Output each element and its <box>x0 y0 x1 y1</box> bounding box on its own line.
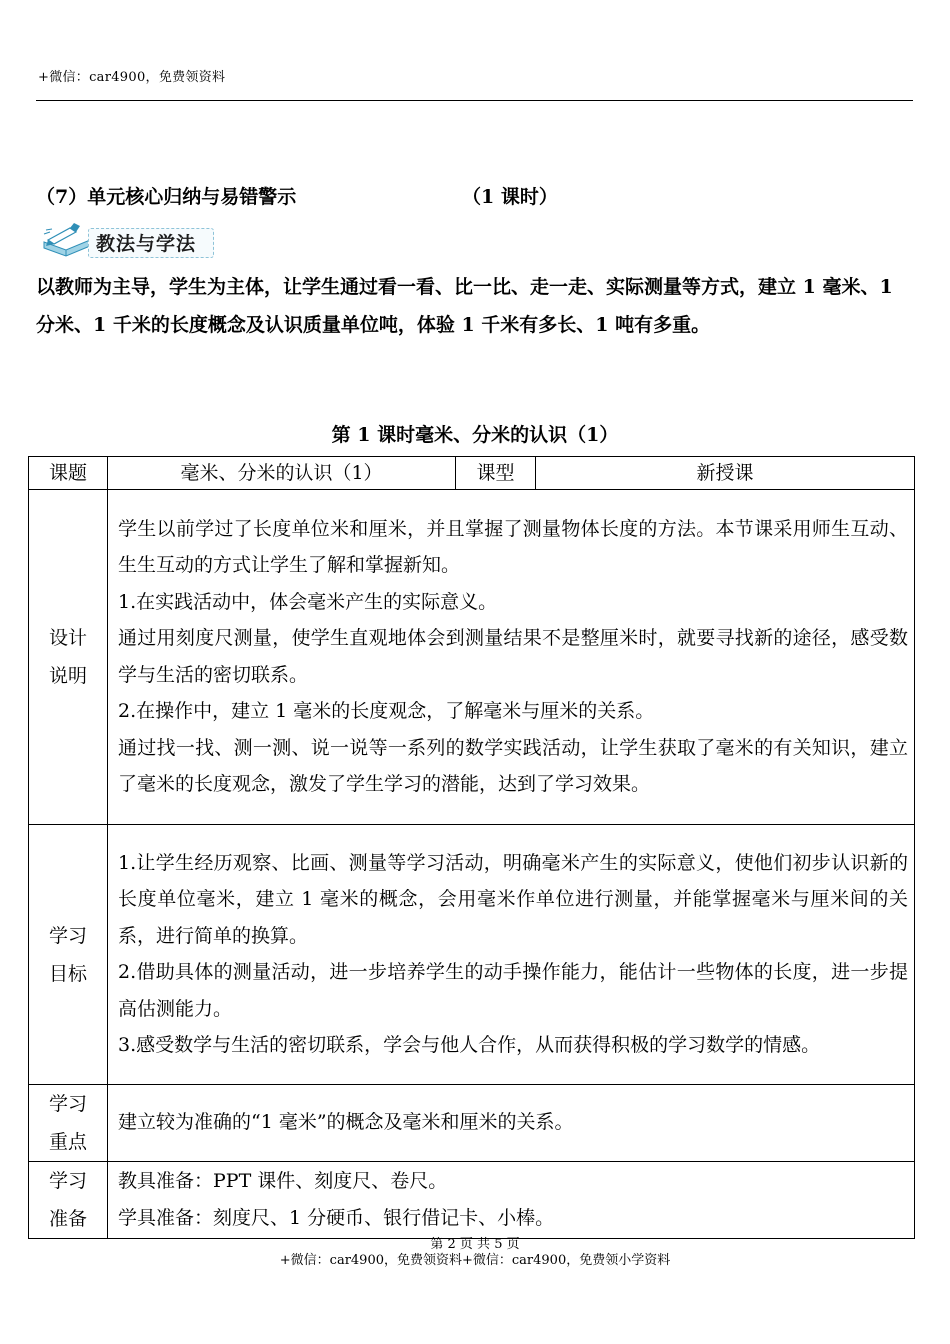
design-content <box>108 490 915 825</box>
header-note: +微信：car4900，免费领资料 <box>38 70 226 85</box>
goal-paragraph: 3.感受数学与生活的密切联系，学会与他人合作，从而获得积极的学习数学的情感。 <box>118 1034 821 1056</box>
lesson-title: 第 1 课时毫米、分米的认识（1） <box>331 424 619 446</box>
focus-content: 建立较为准确的“1 毫米”的概念及毫米和厘米的关系。 <box>108 1085 915 1162</box>
design-paragraph: 2.在操作中，建立 1 毫米的长度观念，了解毫米与厘米的关系。 <box>118 700 655 722</box>
footer-note: +微信：car4900，免费领资料+微信：car4900，免费领小学资料 <box>279 1253 671 1268</box>
header-divider <box>36 100 913 101</box>
design-paragraph: 通过找一找、测一测、说一说等一系列的数学实践活动，让学生获取了毫米的有关知识，建立了毫米的长度观念，激发了学生学习的潜能，达到了学习效果。 <box>118 736 908 795</box>
goals-label-line-1: 学习 <box>48 924 87 947</box>
design-label <box>29 490 108 825</box>
design-paragraph: 1.在实践活动中，体会毫米产生的实际意义。 <box>118 590 498 613</box>
section-heading <box>36 182 558 209</box>
table-row-design <box>29 490 915 825</box>
section-duration: （1 课时） <box>462 186 558 208</box>
prep-label <box>29 1162 108 1239</box>
section-title: （7）单元核心归纳与易错警示 <box>36 186 297 208</box>
focus-label <box>29 1085 108 1162</box>
method-badge <box>40 222 216 260</box>
table-row-prep <box>29 1162 915 1239</box>
goal-paragraph: 2.借助具体的测量活动，进一步培养学生的动手操作能力，能估计一些物体的长度，进一步提高估测能力。 <box>118 961 908 1020</box>
prep-label-line-2: 准备 <box>48 1208 87 1230</box>
table-row-focus <box>29 1085 915 1162</box>
goals-label-line-2: 目标 <box>48 962 87 985</box>
lesson-plan-table <box>28 456 915 1239</box>
intro-paragraph: 以教师为主导，学生为主体，让学生通过看一看、比一比、走一走、实际测量等方式，建立 1 毫米、1 分米、1 千米的长度概念及认识质量单位吨，体验 1 千米有多长、1 吨有多重。 <box>36 276 893 336</box>
page-number: 第 2 页 共 5 页 <box>430 1237 520 1252</box>
design-label-line-2: 说明 <box>48 665 87 687</box>
type-label: 课型 <box>456 457 536 490</box>
topic-value: 毫米、分米的认识（1） <box>108 457 456 490</box>
design-paragraph: 学生以前学过了长度单位米和厘米，并且掌握了测量物体长度的方法。本节课采用师生互动、生生互动的方式让学生了解和掌握新知。 <box>118 517 908 576</box>
table-row-topic <box>29 457 915 490</box>
type-value: 新授课 <box>536 457 915 490</box>
focus-label-line-1: 学习 <box>48 1093 87 1115</box>
goals-label <box>29 825 108 1085</box>
prep-line: 教具准备：PPT 课件、刻度尺、卷尺。 <box>118 1170 448 1192</box>
table-row-goals <box>29 825 915 1085</box>
topic-label: 课题 <box>29 457 108 490</box>
prep-line: 学具准备：刻度尺、1 分硬币、银行借记卡、小棒。 <box>118 1206 555 1229</box>
prep-label-line-1: 学习 <box>48 1170 87 1192</box>
goals-content <box>108 825 915 1085</box>
focus-label-line-2: 重点 <box>48 1131 87 1153</box>
prep-content <box>108 1162 915 1239</box>
goal-paragraph: 1.让学生经历观察、比画、测量等学习活动，明确毫米产生的实际意义，使他们初步认识新的长度单位毫米，建立 1 毫米的概念，会用毫米作单位进行测量，并能掌握毫米与厘米间的关系，进行简单的换算。 <box>118 851 908 947</box>
design-label-line-1: 设计 <box>48 627 87 649</box>
design-paragraph: 通过用刻度尺测量，使学生直观地体会到测量结果不是整厘米时，就要寻找新的途径，感受数学与生活的密切联系。 <box>118 627 908 686</box>
badge-label: 教法与学法 <box>96 233 197 255</box>
